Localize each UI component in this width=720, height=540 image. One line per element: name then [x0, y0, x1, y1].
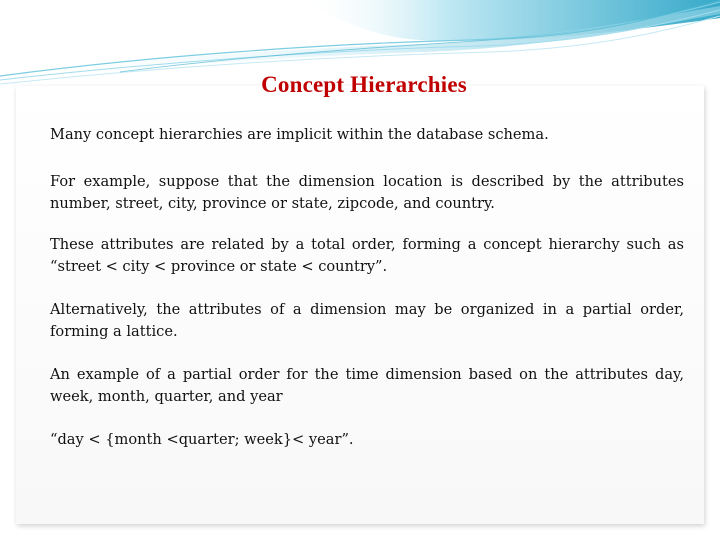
- paragraph-1: Many concept hierarchies are implicit within the database schema.: [50, 126, 549, 143]
- slide-title: Concept Hierarchies: [261, 72, 467, 97]
- paragraph-6: “day < {month <quarter; week}< year”.: [50, 431, 354, 448]
- paragraph-5: An example of a partial order for the time dimension based on the attributes day, week, month, quarter, and year: [50, 366, 684, 405]
- paragraph-4: Alternatively, the attributes of a dimension may be organized in a partial order, forming a lattice.: [50, 301, 684, 340]
- paragraph-3: These attributes are related by a total order, forming a concept hierarchy such as “street < city < province or state < country”.: [50, 236, 684, 275]
- paragraph-2: For example, suppose that the dimension location is described by the attributes number, street, city, province or state, zipcode, and country.: [50, 173, 684, 212]
